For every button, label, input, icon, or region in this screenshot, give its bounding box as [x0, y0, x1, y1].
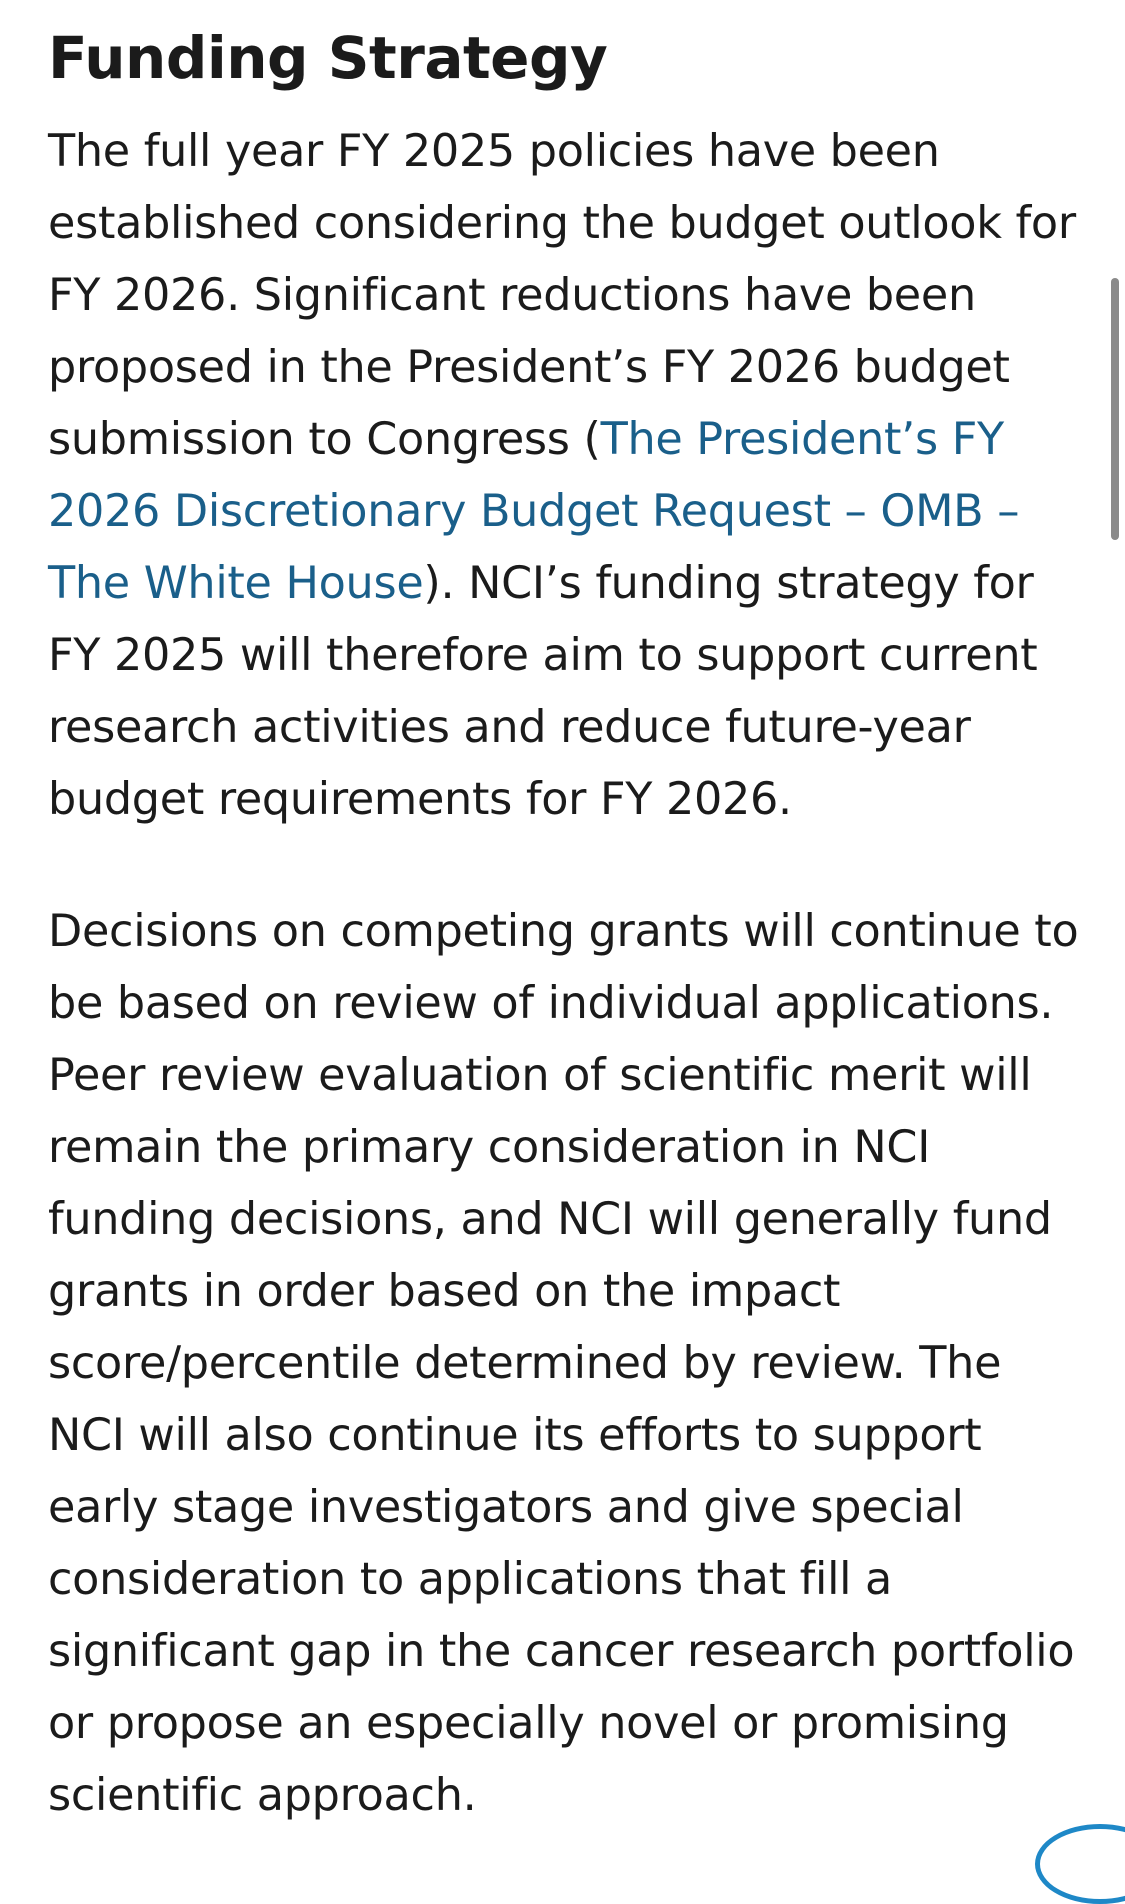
- paragraph-text-before-link: The full year FY 2025 policies have been established considering the budget outlook for FY 2026. Significant reductions have been proposed in the President’s FY 2026 budget submission to Congress (: [48, 126, 1076, 465]
- floating-action-button[interactable]: [1035, 1824, 1125, 1904]
- article-content: [48, 0, 1088, 1832]
- scrollbar-thumb[interactable]: [1111, 278, 1119, 540]
- omb-budget-request-link[interactable]: The President’s FY 2026 Discretionary Budget Request – OMB – The White House: [48, 414, 1020, 609]
- section-title: Funding Strategy: [48, 24, 608, 92]
- paragraph-text-after-link: ). NCI’s funding strategy for FY 2025 will therefore aim to support current research activities and reduce future-year budget requirements for FY 2026.: [48, 558, 1038, 825]
- paragraph-funding-policy: [48, 116, 1088, 836]
- paragraph-competing-grants: Decisions on competing grants will continue to be based on review of individual applications. Peer review evaluation of scientific merit will remain the primary consideration in NCI funding decisions, and NCI will generally fund grants in order based on the impact score/percentile determined by review. The NCI will also continue its efforts to support early stage investigators and give special consideration to applications that fill a significant gap in the cancer research portfolio or propose an especially novel or promising scientific approach.: [48, 906, 1079, 1821]
